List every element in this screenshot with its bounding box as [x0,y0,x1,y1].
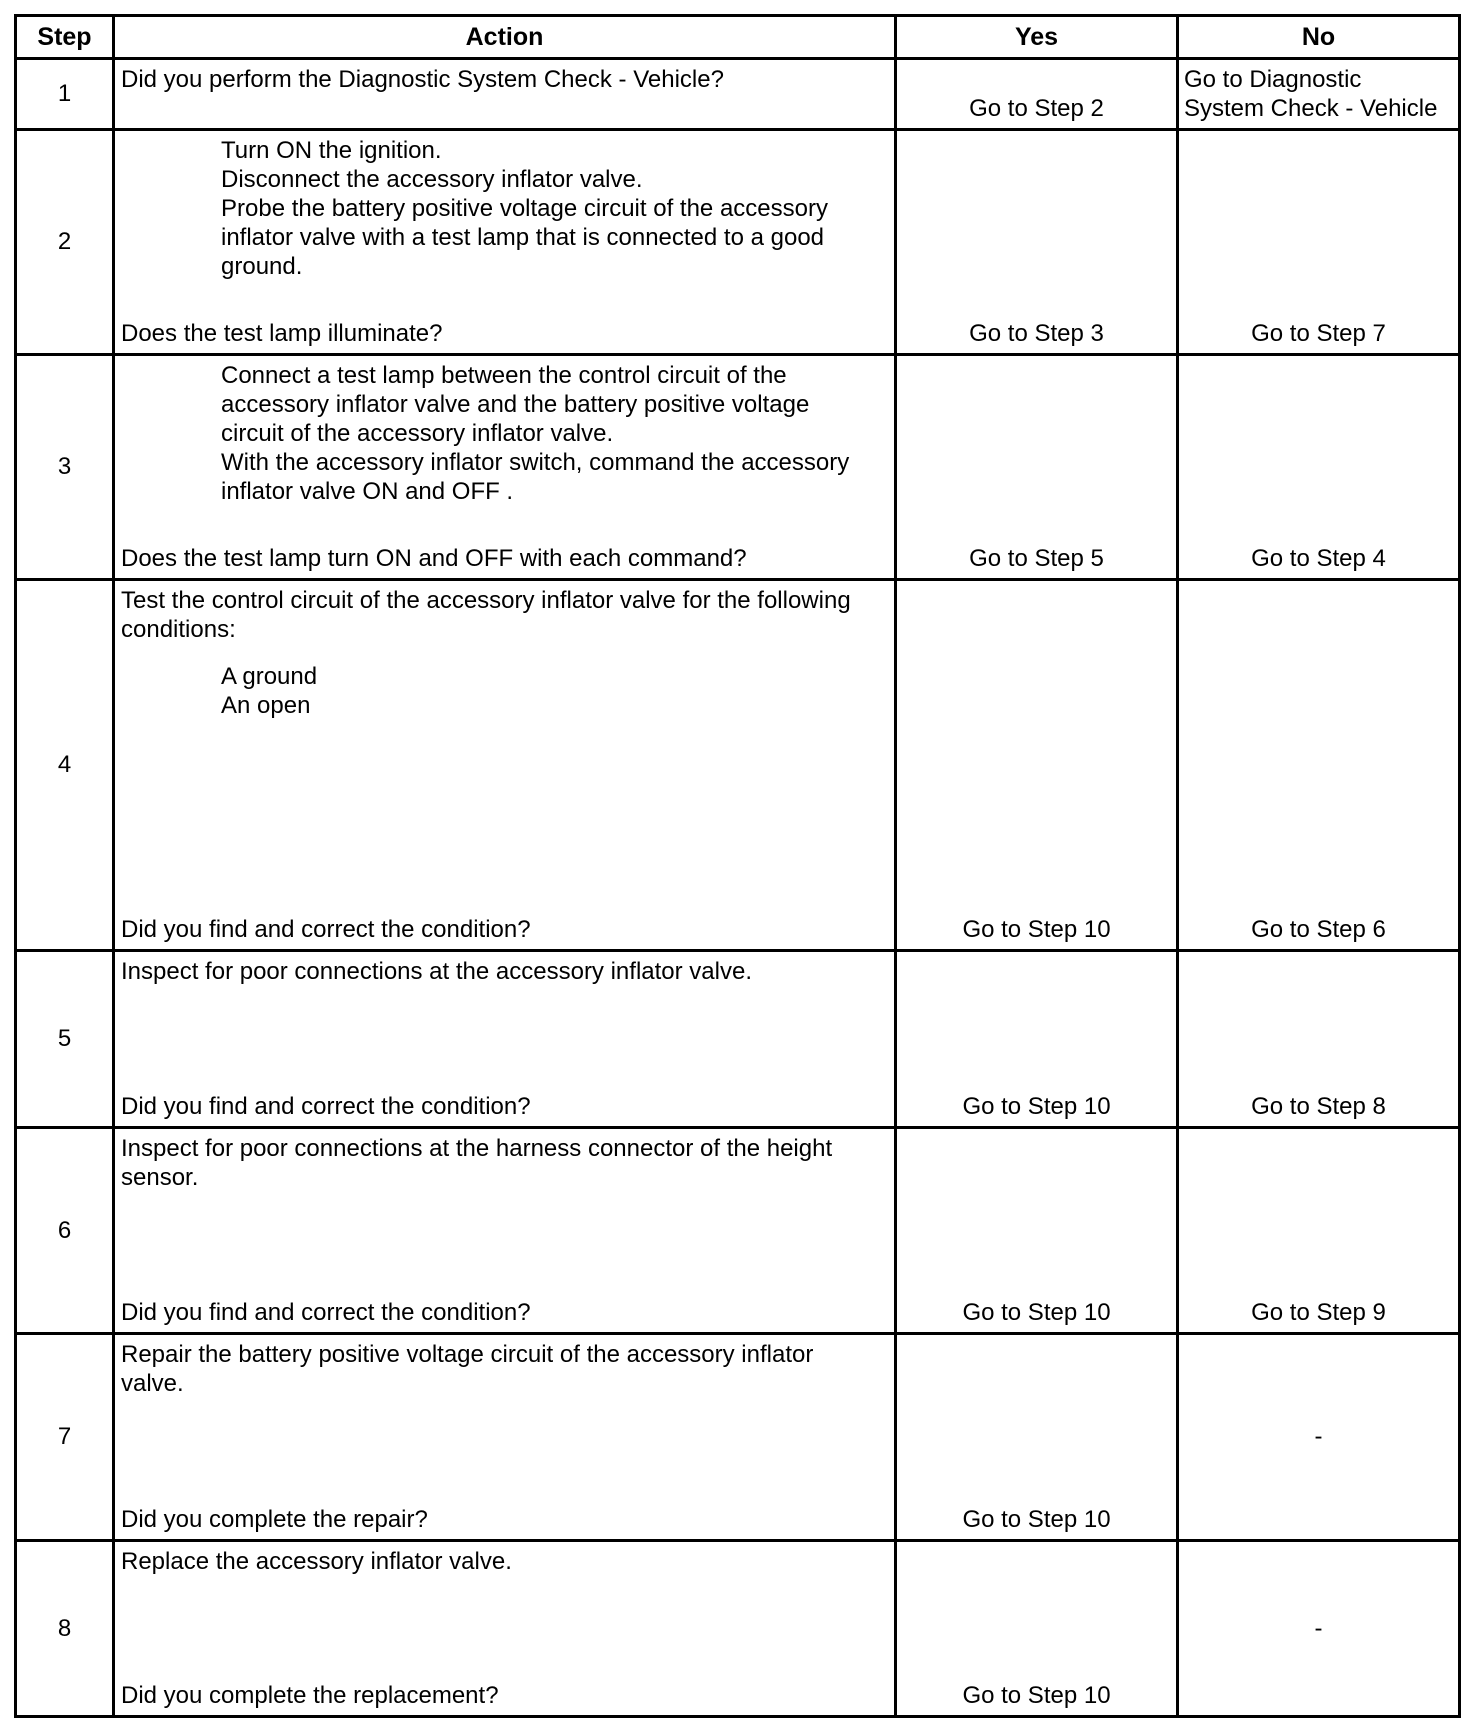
action-line: Turn ON the ignition. [221,137,442,164]
action-question: Does the test lamp turn ON and OFF with each command? [121,545,747,572]
action-text [121,1340,888,1398]
table-row [16,59,1460,130]
action-line: Inspect for poor connections at the harness connector of the height [121,1135,833,1162]
no-cell [1178,59,1460,130]
action-text [121,65,888,94]
step-number: 5 [16,951,114,1128]
action-cell [114,355,896,580]
step-number: 1 [16,59,114,130]
list-item: A ground [221,663,318,690]
action-line: Disconnect the accessory inflator valve. [221,166,643,193]
yes-cell [896,580,1178,951]
yes-result: Go to Step 5 [969,545,1104,572]
action-question: Did you find and correct the condition? [121,916,531,943]
yes-result: Go to Step 10 [962,1682,1111,1709]
yes-cell [896,1128,1178,1334]
action-cell [114,59,896,130]
action-line: Did you perform the Diagnostic System Check - Vehicle? [121,66,724,93]
step-number: 8 [16,1541,114,1717]
condition-list [121,662,888,720]
action-text [221,361,888,506]
table-row [16,951,1460,1128]
action-text [121,957,888,986]
no-cell [1178,130,1460,355]
step-number: 4 [16,580,114,951]
action-line: Replace the accessory inflator valve. [121,1548,512,1575]
action-text [121,586,888,720]
action-line: Repair the battery positive voltage circuit of the accessory inflator [121,1341,814,1368]
step-number: 7 [16,1334,114,1541]
action-line: Connect a test lamp between the control circuit of the [221,362,787,389]
no-result-line: Go to Diagnostic [1184,66,1362,93]
yes-cell [896,1541,1178,1717]
no-result: - [1314,1614,1323,1642]
no-cell [1178,1334,1460,1541]
action-cell [114,1128,896,1334]
no-result: Go to Step 7 [1251,320,1386,347]
no-cell [1178,951,1460,1128]
action-question: Did you complete the replacement? [121,1682,499,1709]
yes-result: Go to Step 10 [962,1299,1111,1326]
action-line: With the accessory inflator switch, command the accessory [221,449,850,476]
action-cell [114,1334,896,1541]
yes-cell [896,951,1178,1128]
action-line: inflator valve with a test lamp that is connected to a good [221,224,825,251]
header-action: Action [114,16,896,59]
table-row [16,1541,1460,1717]
step-number: 2 [16,130,114,355]
list-item: An open [221,692,311,719]
yes-result: Go to Step 10 [962,916,1111,943]
action-line: Inspect for poor connections at the accessory inflator valve. [121,958,752,985]
action-line: accessory inflator valve and the battery positive voltage [221,391,810,418]
no-result: Go to Step 6 [1251,916,1386,943]
action-line: ground. [221,253,303,280]
no-result: - [1314,1423,1323,1450]
table-row [16,1128,1460,1334]
yes-cell [896,1334,1178,1541]
action-line: Test the control circuit of the accessory inflator valve for the following [121,587,851,614]
yes-result: Go to Step 10 [962,1093,1111,1120]
no-cell [1178,580,1460,951]
header-yes: Yes [896,16,1178,59]
diagnostic-table [14,14,1461,1718]
yes-cell [896,59,1178,130]
action-line: conditions: [121,616,236,643]
action-cell [114,951,896,1128]
table-row [16,1334,1460,1541]
no-cell [1178,1128,1460,1334]
yes-result: Go to Step 2 [969,95,1104,122]
action-text [121,1547,888,1576]
action-question: Did you find and correct the condition? [121,1299,531,1326]
table-row [16,130,1460,355]
no-result: Go to Step 4 [1251,545,1386,572]
yes-cell [896,130,1178,355]
no-cell [1178,1541,1460,1717]
action-text [221,136,888,281]
action-question: Does the test lamp illuminate? [121,320,443,347]
yes-result: Go to Step 3 [969,320,1104,347]
action-text [121,1134,888,1192]
header-row [16,16,1460,59]
action-line: circuit of the accessory inflator valve. [221,420,614,447]
header-no: No [1178,16,1460,59]
table-row [16,355,1460,580]
action-question: Did you complete the repair? [121,1506,428,1533]
no-result [1184,65,1454,123]
no-result-line: System Check - Vehicle [1184,95,1438,122]
action-cell [114,1541,896,1717]
header-step: Step [16,16,114,59]
step-number: 3 [16,355,114,580]
action-cell [114,130,896,355]
action-question: Did you find and correct the condition? [121,1093,531,1120]
yes-result: Go to Step 10 [962,1506,1111,1533]
action-line: sensor. [121,1164,199,1191]
no-cell [1178,355,1460,580]
no-result: Go to Step 8 [1251,1093,1386,1120]
table-row [16,580,1460,951]
action-line: Probe the battery positive voltage circuit of the accessory [221,195,828,222]
action-line: inflator valve ON and OFF . [221,478,514,505]
step-number: 6 [16,1128,114,1334]
action-cell [114,580,896,951]
no-result: Go to Step 9 [1251,1299,1386,1326]
yes-cell [896,355,1178,580]
action-line: valve. [121,1370,184,1397]
